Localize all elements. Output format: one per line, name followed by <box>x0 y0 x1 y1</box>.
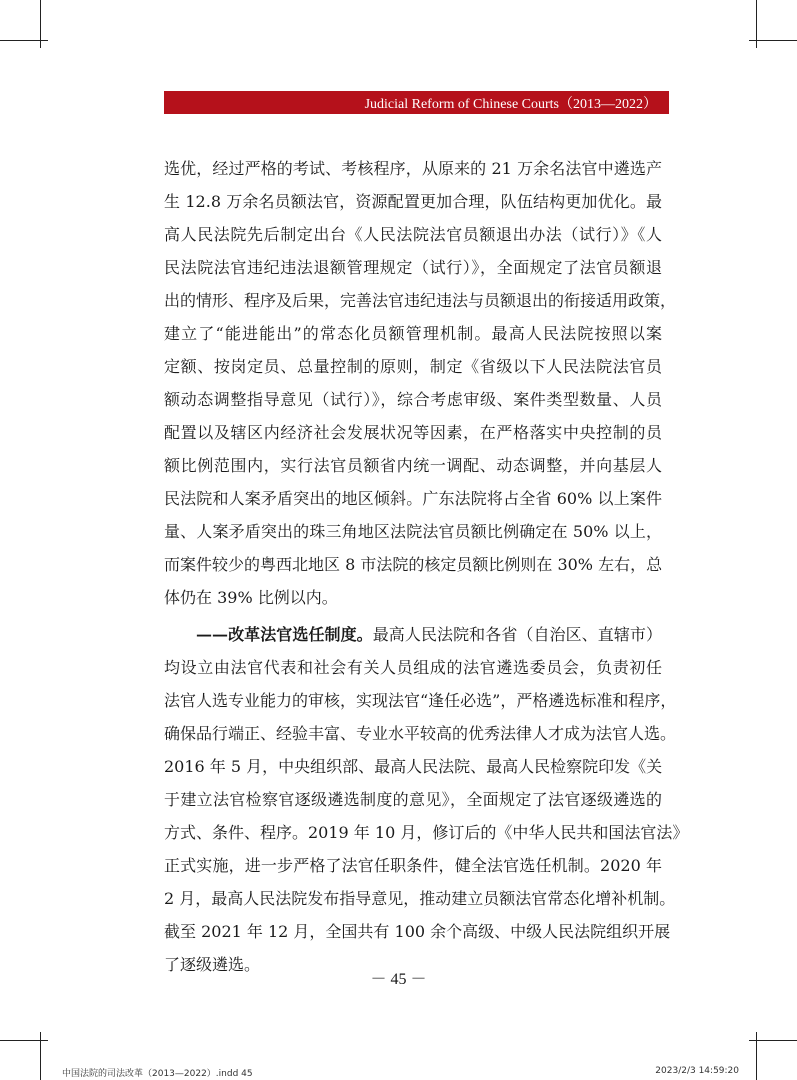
text-line: 出的情形、程序及后果，完善法官违纪违法与员额退出的衔接适用政策， <box>164 291 677 310</box>
text-line: 2016 年 5 月，中央组织部、最高人民法院、最高人民检察院印发《关 <box>164 757 663 776</box>
text-line: 法官人选专业能力的审核，实现法官“逢任必选”，严格遴选标准和程序， <box>164 691 677 710</box>
text-line: 截至 2021 年 12 月，全国共有 100 余个高级、中级人民法院组织开展 <box>164 922 671 941</box>
text-line: 定额、按岗定员、总量控制的原则，制定《省级以下人民法院法官员 <box>164 357 662 376</box>
text-line: 于建立法官检察官逐级遴选制度的意见》，全面规定了法官逐级遴选的 <box>164 790 662 809</box>
text-line: 量、人案矛盾突出的珠三角地区法院法官员额比例确定在 50% 以上， <box>164 522 662 541</box>
text-line: 了逐级遴选。 <box>164 955 261 974</box>
footer-timestamp: 2023/2/3 14:59:20 <box>655 1066 739 1076</box>
crop-mark-top-right-h <box>749 40 797 41</box>
running-header-title: Judicial Reform of Chinese Courts（2013—2022） <box>364 96 657 112</box>
footer-file-info: 中国法院的司法改革（2013—2022）.indd 45 <box>62 1069 253 1079</box>
text-line: 2 月，最高人民法院发布指导意见，推动建立员额法官常态化增补机制。 <box>164 889 676 908</box>
text-line: 额比例范围内，实行法官员额省内统一调配、动态调整，并向基层人 <box>164 456 662 475</box>
text-line: 额动态调整指导意见（试行）》，综合考虑审级、案件类型数量、人员 <box>164 390 662 409</box>
text-line: 确保品行端正、经验丰富、专业水平较高的优秀法律人才成为法官人选。 <box>164 724 677 743</box>
text-line: 而案件较少的粤西北地区 8 市法院的核定员额比例则在 30% 左右，总 <box>164 555 663 574</box>
paragraph-2-first-line <box>164 618 662 651</box>
text-line: 高人民法院先后制定出台《人民法院法官员额退出办法（试行）》《人 <box>164 225 662 244</box>
crop-mark-top-left-h <box>0 40 48 41</box>
paragraph-1 <box>164 152 677 614</box>
crop-mark-bottom-left-h <box>0 1040 48 1041</box>
text-line: 方式、条件、程序。2019 年 10 月，修订后的《中华人民共和国法官法》 <box>164 823 689 842</box>
crop-mark-bottom-right-h <box>749 1040 797 1041</box>
text-line: 民法院和人案矛盾突出的地区倾斜。广东法院将占全省 60% 以上案件 <box>164 489 662 508</box>
running-header <box>164 91 669 114</box>
text-line: 体仍在 39% 比例以内。 <box>164 588 338 607</box>
text-line: 生 12.8 万余名员额法官，资源配置更加合理，队伍结构更加优化。最 <box>164 192 662 211</box>
paragraph-2 <box>164 618 689 981</box>
text-line: 正式实施，进一步严格了法官任职条件，健全法官选任机制。2020 年 <box>164 856 662 875</box>
body-text <box>164 152 689 981</box>
paragraph-2-lead: 最高人民法院和各省（自治区、直辖市） <box>372 625 662 644</box>
text-line: 建立了“能进能出”的常态化员额管理机制。最高人民法院按照以案 <box>164 324 662 343</box>
page-number: － 45 － <box>370 971 427 988</box>
text-line: 选优，经过严格的考试、考核程序，从原来的 21 万余名法官中遴选产 <box>164 159 662 178</box>
text-line: 均设立由法官代表和社会有关人员组成的法官遴选委员会，负责初任 <box>164 658 662 677</box>
text-line: 民法院法官违纪违法退额管理规定（试行）》，全面规定了法官员额退 <box>164 258 662 277</box>
section-heading: ——改革法官选任制度。 <box>196 625 373 644</box>
text-line: 配置以及辖区内经济社会发展状况等因素，在严格落实中央控制的员 <box>164 423 662 442</box>
